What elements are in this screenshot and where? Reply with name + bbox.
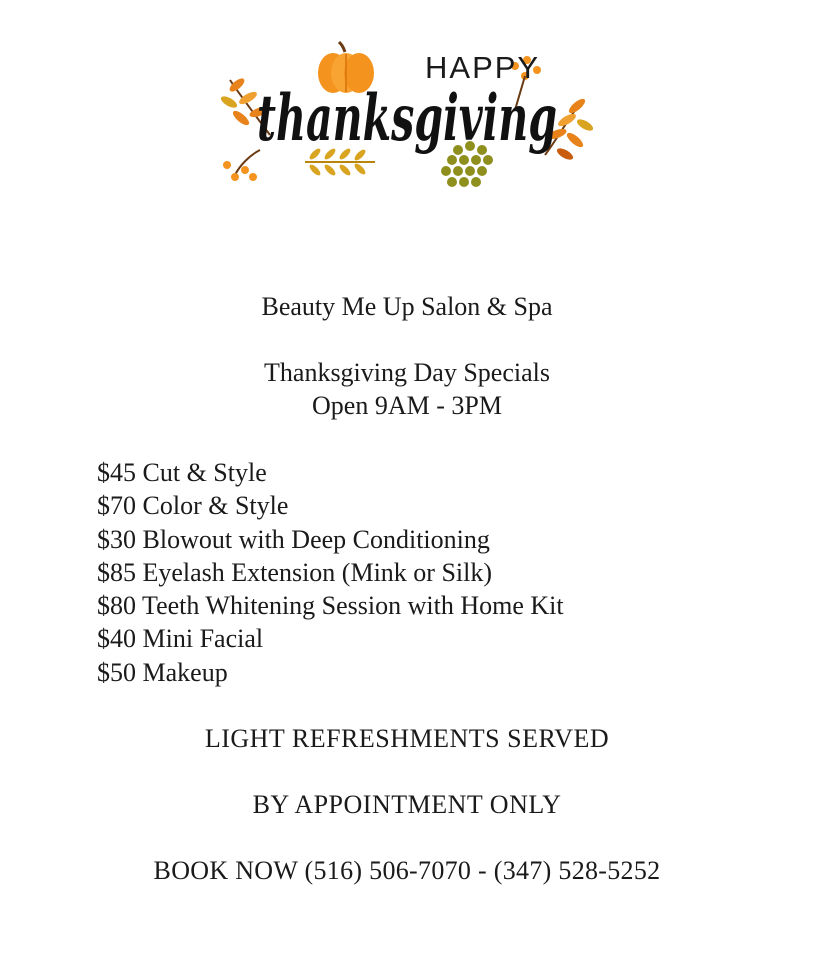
- service-item: $30 Blowout with Deep Conditioning: [97, 524, 490, 554]
- booking-phone-line: BOOK NOW (516) 506-7070 - (347) 528-5252: [153, 856, 661, 885]
- service-item: $70 Color & Style: [97, 491, 289, 521]
- refreshments-note: LIGHT REFRESHMENTS SERVED: [204, 724, 610, 753]
- service-item: $45 Cut & Style: [97, 458, 267, 487]
- service-item: $85 Eyelash Extension (Mink or Silk): [97, 557, 493, 587]
- service-item: $50 Makeup: [97, 657, 228, 687]
- opening-hours: Open 9AM - 3PM: [312, 391, 502, 420]
- salon-name: Beauty Me Up Salon & Spa: [261, 292, 553, 321]
- happy-text: HAPPY: [425, 50, 541, 85]
- specials-title: Thanksgiving Day Specials: [264, 358, 550, 387]
- thanksgiving-script-text: thanksgiving: [257, 81, 557, 156]
- happy-thanksgiving-logo: [215, 40, 600, 200]
- service-price-list: [97, 456, 564, 689]
- service-item: $40 Mini Facial: [97, 624, 264, 654]
- appointment-note: BY APPOINTMENT ONLY: [252, 790, 562, 819]
- service-item: $80 Teeth Whitening Session with Home Kit: [97, 591, 564, 621]
